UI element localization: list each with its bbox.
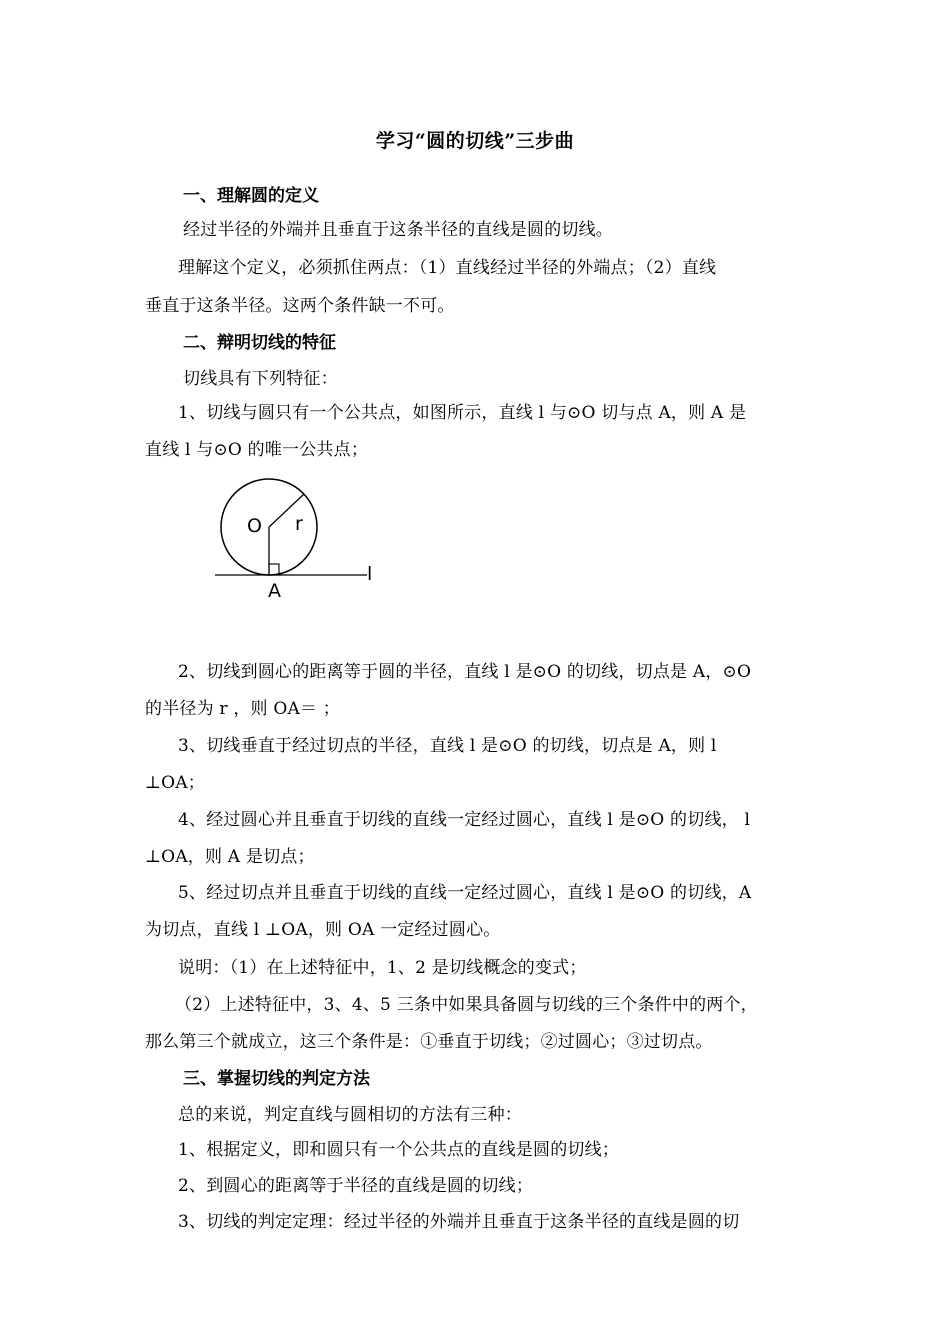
label-o: O: [247, 515, 262, 537]
feature-5-line-2: 为切点，直线 l ⊥OA，则 OA 一定经过圆心。: [145, 920, 501, 940]
feature-3-line-2: ⊥OA；: [145, 773, 206, 793]
note-1: 说明：（1）在上述特征中，1、2 是切线概念的变式；: [178, 958, 587, 978]
methods-intro: 总的来说，判定直线与圆相切的方法有三种：: [178, 1105, 522, 1125]
feature-1-line-1: 1、切线与圆只有一个公共点，如图所示，直线 l 与⊙O 切与点 A，则 A 是: [178, 403, 747, 423]
method-1: 1、根据定义，即和圆只有一个公共点的直线是圆的切线；: [178, 1140, 620, 1160]
feature-4-line-2: ⊥OA，则 A 是切点；: [145, 847, 315, 867]
label-l: l: [367, 563, 373, 585]
note-2-line-1: （2）上述特征中，3、4、5 三条中如果具备圆与切线的三个条件中的两个，: [175, 995, 758, 1015]
page-title: 学习“圆的切线”三步曲: [375, 130, 575, 152]
feature-3-line-1: 3、切线垂直于经过切点的半径，直线 l 是⊙O 的切线，切点是 A，则 l: [178, 736, 717, 756]
features-intro: 切线具有下列特征：: [183, 369, 338, 389]
feature-1-line-2: 直线 l 与⊙O 的唯一公共点；: [145, 440, 369, 460]
method-2: 2、到圆心的距离等于半径的直线是圆的切线；: [178, 1176, 534, 1196]
section-3-heading: 三、掌握切线的判定方法: [183, 1069, 370, 1089]
right-angle-mark: [269, 564, 279, 575]
method-3: 3、切线的判定定理：经过半径的外端并且垂直于这条半径的直线是圆的切: [178, 1212, 740, 1232]
definition-text: 经过半径的外端并且垂直于这条半径的直线是圆的切线。: [183, 220, 613, 240]
note-2-line-2: 那么第三个就成立，这三个条件是：①垂直于切线；②过圆心；③过切点。: [145, 1032, 713, 1052]
section-1-heading: 一、理解圆的定义: [183, 186, 319, 206]
feature-5-line-1: 5、经过切点并且垂直于切线的直线一定经过圆心，直线 l 是⊙O 的切线，A: [178, 883, 752, 903]
feature-4-line-1: 4、经过圆心并且垂直于切线的直线一定经过圆心，直线 l 是⊙O 的切线， l: [178, 810, 751, 830]
label-a: A: [268, 580, 281, 602]
feature-2-line-2: 的半径为 r ，则 OA＝ ；: [145, 699, 340, 719]
explain-line-2: 垂直于这条半径。这两个条件缺一不可。: [145, 296, 455, 316]
label-r: r: [295, 513, 303, 535]
section-2-heading: 二、辩明切线的特征: [183, 333, 336, 353]
tangent-figure: [205, 470, 385, 610]
explain-line-1: 理解这个定义，必须抓住两点：（1）直线经过半径的外端点；（2）直线: [178, 258, 717, 278]
feature-2-line-1: 2、切线到圆心的距离等于圆的半径，直线 l 是⊙O 的切线，切点是 A，⊙O: [178, 662, 752, 682]
